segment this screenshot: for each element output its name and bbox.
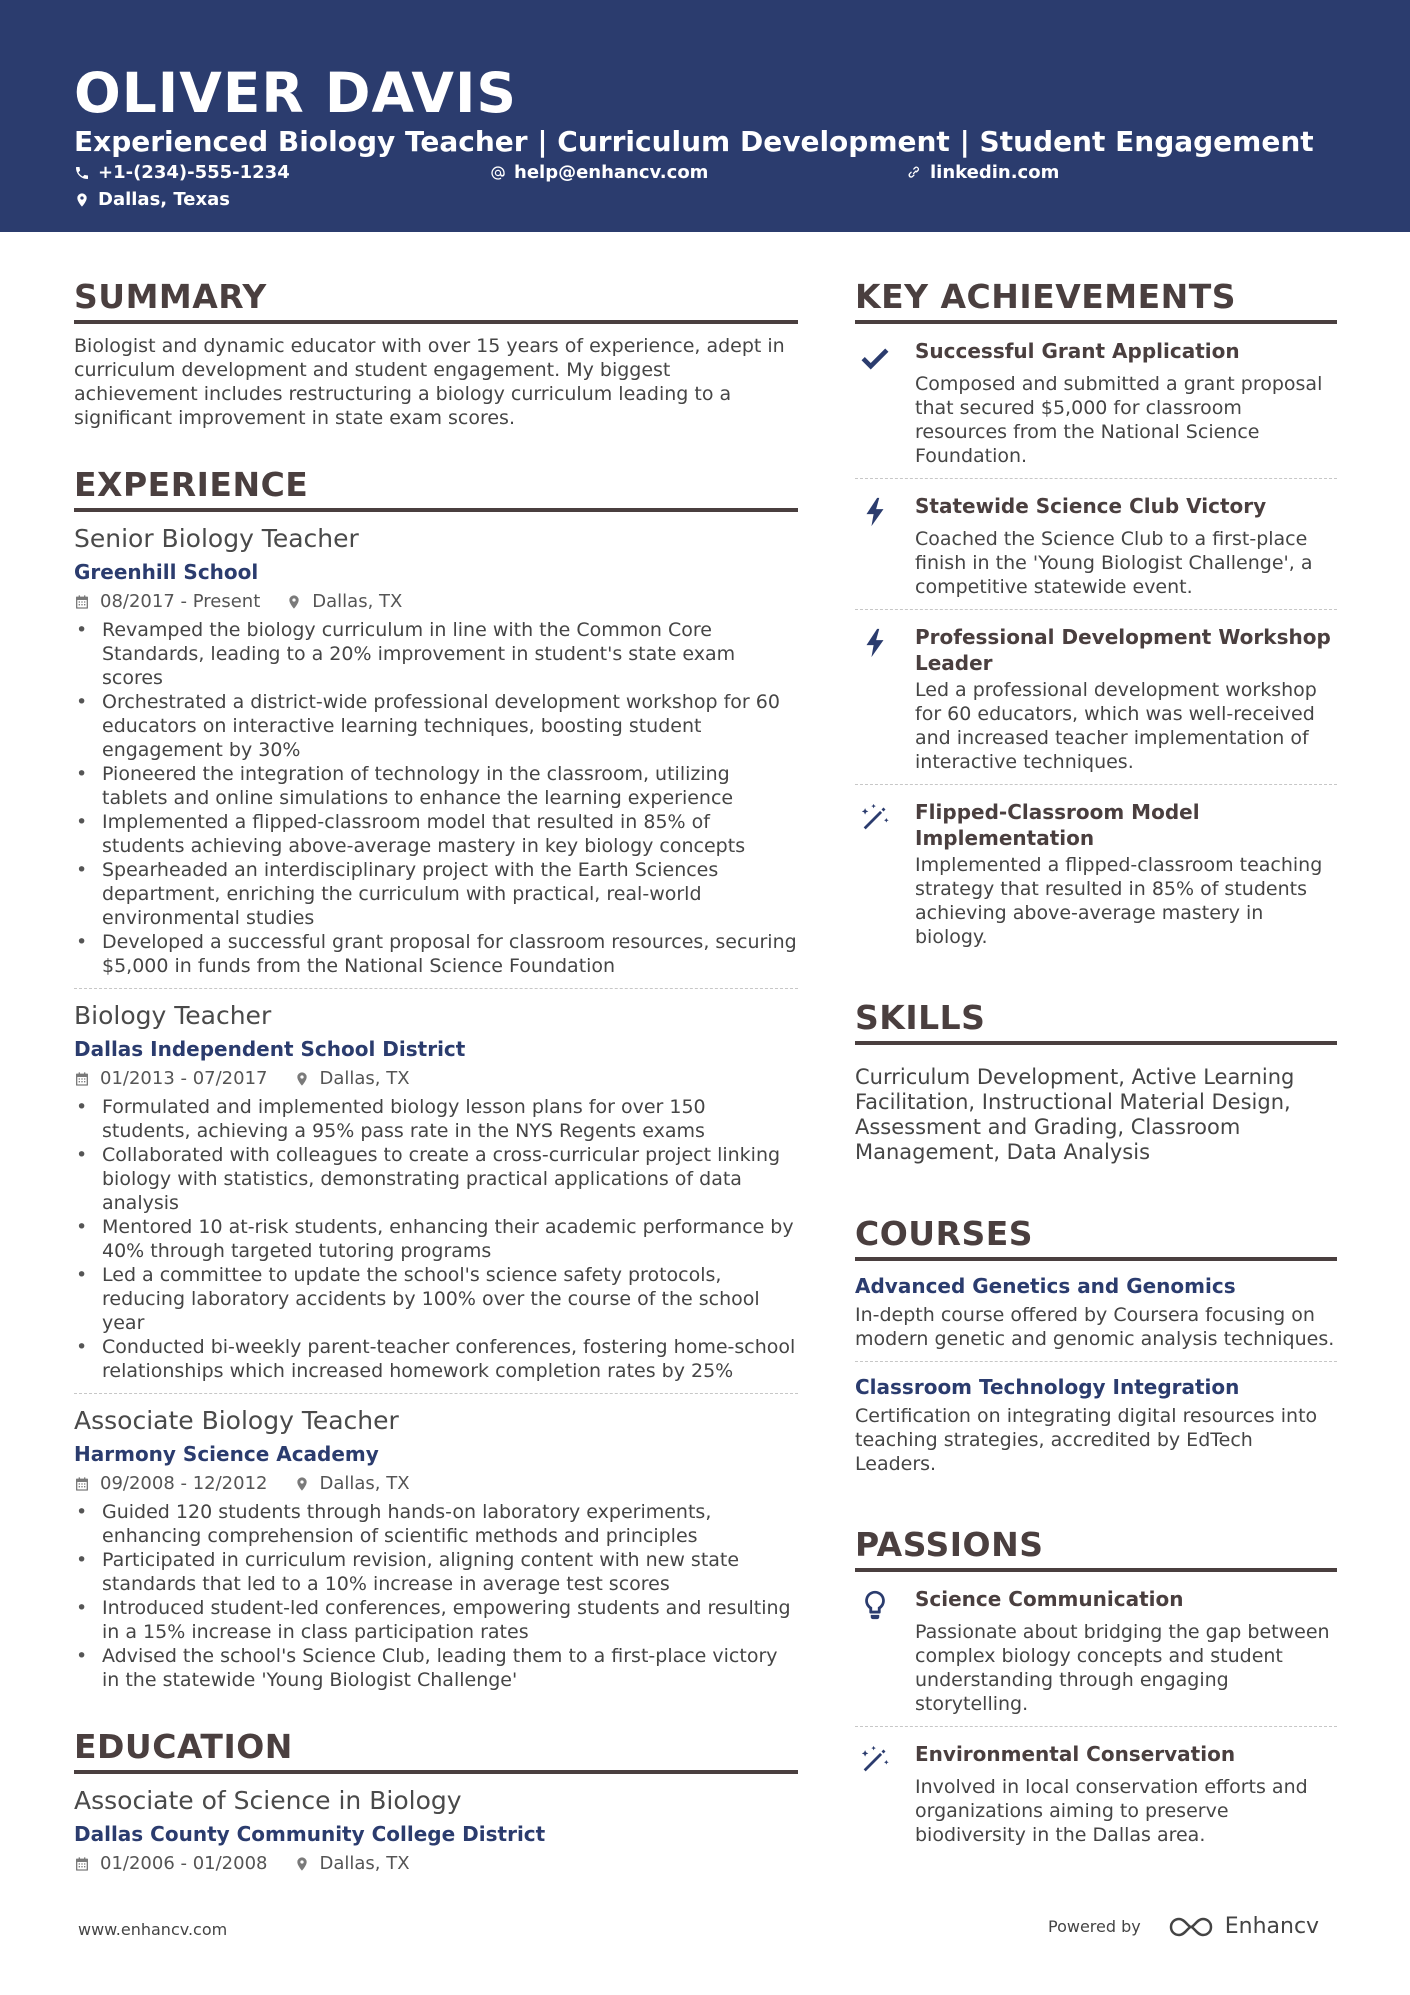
education-dates <box>74 1850 268 1878</box>
achievement-title: Flipped-Classroom Model Implementation <box>915 800 1200 850</box>
job-bullet: • Formulated and implemented biology lesson plans for over 150 students, achieving a 95% pass rate in the NYS Regents exams <box>74 1095 798 1143</box>
job-bullet: • Orchestrated a district-wide professional development workshop for 60 educators on interactive learning techniques, boosting student engagement by 30% <box>74 690 798 762</box>
calendar-icon <box>74 1476 90 1492</box>
skills-text: Curriculum Development, Active Learning Facilitation, Instructional Material Design, Assessment and Grading, Classroom Management, Data Analysis <box>855 1065 1295 1164</box>
lightning-icon <box>858 626 892 660</box>
candidate-name: OLIVER DAVIS <box>74 61 518 125</box>
skills-section <box>855 997 1337 1165</box>
phone-icon <box>74 165 90 181</box>
enhancv-logo-icon <box>1167 1914 1215 1940</box>
achievements-section <box>855 276 1337 959</box>
job-dates <box>74 1065 268 1093</box>
headline: Experienced Biology Teacher | Curriculum Development | Student Engagement <box>74 125 1314 158</box>
job-bullet: • Participated in curriculum revision, aligning content with new state standards that led to a 10% increase in average test scores <box>74 1548 798 1596</box>
passion-title: Environmental Conservation <box>915 1742 1236 1766</box>
job-location-text: Dallas, TX <box>319 1068 410 1089</box>
job-dates-text: 09/2008 - 12/2012 <box>100 1473 268 1494</box>
summary-section <box>74 276 798 430</box>
job-bullet: • Collaborated with colleagues to create a cross-curricular project linking biology with statistics, demonstrating practical applications of data analysis <box>74 1143 798 1215</box>
achievement-item <box>855 324 1337 478</box>
lightning-icon <box>858 495 892 529</box>
job-bullet: • Developed a successful grant proposal for classroom resources, securing $5,000 in funds from the National Science Foundation <box>74 930 798 978</box>
course-title: Classroom Technology Integration <box>855 1375 1240 1399</box>
location-pin-icon <box>294 1476 310 1492</box>
job-bullets <box>74 1500 798 1692</box>
job-meta <box>74 1065 798 1093</box>
job-title: Associate Biology Teacher <box>74 1406 399 1435</box>
at-icon <box>490 165 506 181</box>
job-title: Biology Teacher <box>74 1001 272 1030</box>
phone-text: +1-(234)-555-1234 <box>98 162 290 183</box>
passion-desc: Passionate about bridging the gap between complex biology concepts and student understanding through engaging storytelling. <box>915 1621 1330 1715</box>
linkedin-text[interactable]: linkedin.com <box>930 162 1060 183</box>
job-location <box>286 588 402 616</box>
job-bullet: • Guided 120 students through hands-on laboratory experiments, enhancing comprehension of scientific methods and principles <box>74 1500 798 1548</box>
achievement-item <box>855 478 1337 609</box>
passion-item <box>855 1726 1337 1857</box>
achievement-item <box>855 784 1337 959</box>
job-dates <box>74 1470 268 1498</box>
magic-wand-icon <box>858 1743 892 1777</box>
location-pin-icon <box>294 1071 310 1087</box>
achievements-heading: KEY ACHIEVEMENTS <box>855 276 1337 324</box>
email-contact[interactable] <box>490 161 708 185</box>
job-dates <box>74 588 260 616</box>
job-entry <box>74 512 798 978</box>
job-bullet: • Led a committee to update the school's science safety protocols, reducing laboratory accidents by 100% over the course of the school year <box>74 1263 798 1335</box>
education-location-text: Dallas, TX <box>319 1853 410 1874</box>
achievement-title: Statewide Science Club Victory <box>915 494 1267 518</box>
location-contact <box>74 188 230 212</box>
summary-heading: SUMMARY <box>74 276 798 324</box>
right-column <box>855 276 1337 1857</box>
job-bullet: • Revamped the biology curriculum in line with the Common Core Standards, leading to a 20% improvement in student's state exam scores <box>74 618 798 690</box>
course-title: Advanced Genetics and Genomics <box>855 1274 1236 1298</box>
experience-heading: EXPERIENCE <box>74 464 798 512</box>
email-text[interactable]: help@enhancv.com <box>514 162 709 183</box>
achievement-title: Successful Grant Application <box>915 339 1240 363</box>
achievement-desc: Coached the Science Club to a first-place finish in the 'Young Biologist Challenge', a competitive statewide event. <box>915 528 1313 598</box>
education-entry <box>74 1774 798 1878</box>
achievement-item <box>855 609 1337 784</box>
job-bullet: • Spearheaded an interdisciplinary project with the Earth Sciences department, enriching the curriculum with practical, real-world environmental studies <box>74 858 798 930</box>
job-location <box>294 1470 410 1498</box>
job-dates-text: 01/2013 - 07/2017 <box>100 1068 268 1089</box>
achievement-desc: Implemented a flipped-classroom teaching strategy that resulted in 85% of students achieving above-average mastery in biology. <box>915 854 1323 948</box>
achievement-title: Professional Development Workshop Leader <box>915 625 1331 675</box>
passions-heading: PASSIONS <box>855 1524 1337 1572</box>
passion-item <box>855 1572 1337 1726</box>
education-section <box>74 1726 798 1878</box>
enhancv-logo[interactable] <box>1167 1912 1319 1942</box>
checkmark-icon <box>858 340 892 374</box>
job-meta <box>74 588 798 616</box>
course-desc: In-depth course offered by Coursera focusing on modern genetic and genomic analysis techniques. <box>855 1304 1335 1350</box>
course-desc: Certification on integrating digital resources into teaching strategies, accredited by EdTech Leaders. <box>855 1405 1318 1475</box>
experience-section <box>74 464 798 1692</box>
education-location <box>294 1850 410 1878</box>
courses-heading: COURSES <box>855 1213 1337 1261</box>
linkedin-contact[interactable] <box>906 161 1059 185</box>
skills-heading: SKILLS <box>855 997 1337 1045</box>
footer-branding <box>1048 1912 1319 1942</box>
courses-section <box>855 1213 1337 1486</box>
school-name: Dallas County Community College District <box>74 1822 546 1846</box>
job-location-text: Dallas, TX <box>312 591 403 612</box>
calendar-icon <box>74 1071 90 1087</box>
job-bullet: • Pioneered the integration of technology in the classroom, utilizing tablets and online simulations to enhance the learning experience <box>74 762 798 810</box>
location-pin-icon <box>74 192 90 208</box>
job-location-text: Dallas, TX <box>319 1473 410 1494</box>
education-meta <box>74 1850 798 1878</box>
location-pin-icon <box>286 594 302 610</box>
education-dates-text: 01/2006 - 01/2008 <box>100 1853 268 1874</box>
degree-title: Associate of Science in Biology <box>74 1786 462 1815</box>
job-bullet: • Mentored 10 at-risk students, enhancing their academic performance by 40% through targeted tutoring programs <box>74 1215 798 1263</box>
passion-desc: Involved in local conservation efforts and organizations aiming to preserve biodiversity in the Dallas area. <box>915 1776 1308 1846</box>
job-bullet: • Advised the school's Science Club, leading them to a first-place victory in the statewide 'Young Biologist Challenge' <box>74 1644 798 1692</box>
left-column <box>74 276 798 1878</box>
job-location <box>294 1065 410 1093</box>
job-bullet: • Introduced student-led conferences, empowering students and resulting in a 15% increase in class participation rates <box>74 1596 798 1644</box>
job-bullet: • Conducted bi-weekly parent-teacher conferences, fostering home-school relationships which increased homework completion rates by 25% <box>74 1335 798 1383</box>
header <box>0 0 1410 232</box>
passions-section <box>855 1524 1337 1857</box>
job-dates-text: 08/2017 - Present <box>100 591 261 612</box>
passion-title: Science Communication <box>915 1587 1184 1611</box>
job-company: Dallas Independent School District <box>74 1037 466 1061</box>
job-bullet: • Implemented a flipped-classroom model that resulted in 85% of students achieving above-average mastery in key biology concepts <box>74 810 798 858</box>
job-entry <box>74 988 798 1383</box>
footer-website[interactable]: www.enhancv.com <box>78 1920 228 1939</box>
brand-name: Enhancv <box>1224 1914 1320 1939</box>
job-entry <box>74 1393 798 1692</box>
job-company: Greenhill School <box>74 560 259 584</box>
job-bullets <box>74 1095 798 1383</box>
calendar-icon <box>74 594 90 610</box>
achievement-desc: Composed and submitted a grant proposal that secured $5,000 for classroom resources from the National Science Foundation. <box>915 373 1323 467</box>
job-meta <box>74 1470 798 1498</box>
job-bullets <box>74 618 798 978</box>
calendar-icon <box>74 1856 90 1872</box>
course-item <box>855 1261 1337 1361</box>
achievement-desc: Led a professional development workshop for 60 educators, which was well-received and increased teacher implementation of interactive techniques. <box>915 679 1317 773</box>
magic-wand-icon <box>858 801 892 835</box>
phone-contact <box>74 161 290 185</box>
course-item <box>855 1361 1337 1486</box>
link-icon <box>906 165 922 181</box>
job-company: Harmony Science Academy <box>74 1442 379 1466</box>
location-pin-icon <box>294 1856 310 1872</box>
education-heading: EDUCATION <box>74 1726 798 1774</box>
summary-text: Biologist and dynamic educator with over 15 years of experience, adept in curriculum development and student engagement. My biggest achievement includes restructuring a biology curriculum leading to a significant improvement in state exam scores. <box>74 335 785 429</box>
job-title: Senior Biology Teacher <box>74 524 359 553</box>
location-text: Dallas, Texas <box>98 189 230 210</box>
lightbulb-icon <box>858 1588 892 1622</box>
powered-by-text: Powered by <box>1048 1917 1141 1936</box>
